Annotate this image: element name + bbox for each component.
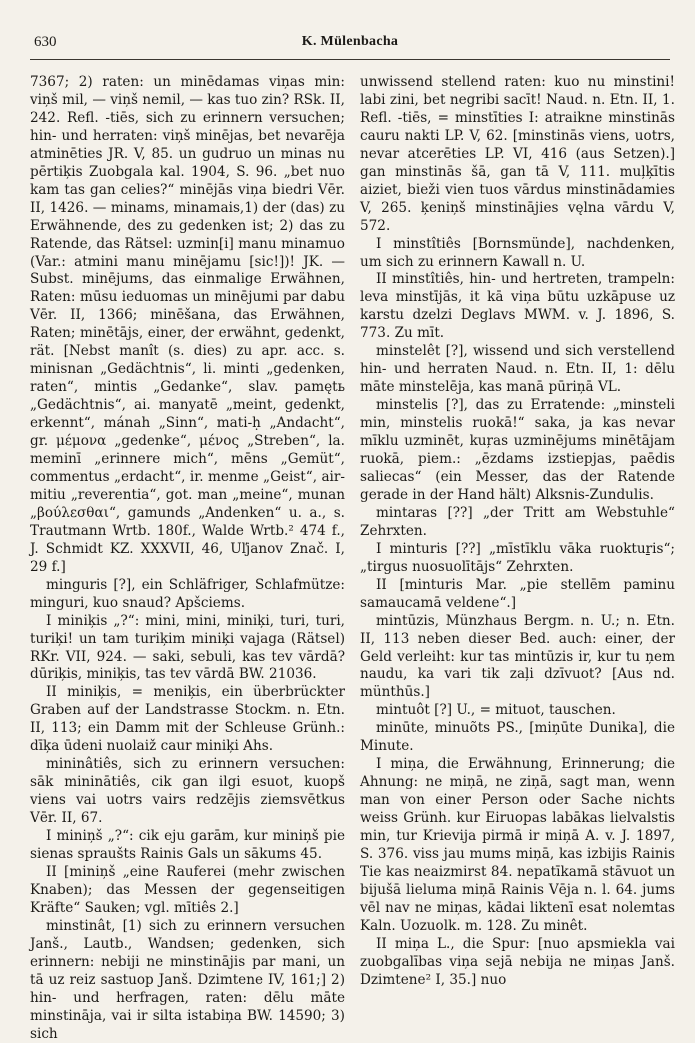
entry-paragraph: II [miniņš „eine Rauferei (mehr zwischen Knaben); das Messen der gegenseitigen Kräfte“ Sauken; vgl. mītiês 2.]	[30, 863, 345, 916]
entry-paragraph: I minturis [??] „mīstīklu vāka ruoktuṟis“; „tirgus nuosuolītājs“ Zehrxten.	[360, 540, 675, 575]
entry-paragraph: unwissend stellend raten: kuo nu minstini! labi zini, bet negribi sacīt! Naud. n. Etn. II, 1. Refl. -tiēs, = minstīties I: atraikne minstinās cauru nakti LP. V, 62. [minstinās viens, uotrs, nevar atcerēties LP. VI, 416 (aus Setzen).] gan minstinās šā, gan tā V, 111. muļķītis aiziet, bieži vien tuos vārdus minstinādamies V, 265. ķeniņš minstinājies vęlna vārdu V, 572.	[360, 74, 675, 234]
entry-paragraph: minstelêt [?], wissend und sich verstellend hin- und herraten Naud. n. Etn. II, 1: dēlu māte minstelēja, kas manā pūriņā VL.	[360, 343, 675, 396]
entry-paragraph: I minstîtiês [Bornsmünde], nachdenken, um sich zu erinnern Kawall n. U.	[360, 235, 675, 270]
entry-paragraph: II miņa L., die Spur: [nuo apsmiekla vai zuobgalības viņa sejā nebija ne miņas Janš. Dzimtene² I, 35.] nuo	[360, 935, 675, 988]
entry-paragraph: minguris [?], ein Schläfriger, Schlafmütze: minguri, kuo snaud? Apšciems.	[30, 576, 345, 611]
entry-paragraph: II [minturis Mar. „pie stellēm paminu samaucamā veldene“.]	[360, 576, 675, 611]
entry-paragraph: minstinât, [1) sich zu erinnern versuchen Janš., Lautb., Wandsen; gedenken, sich erinnern: nebiji ne minstinājis par mani, un tā uz reiz sastuop Janš. Dzimtene IV, 161;] 2) hin- und herfragen, raten: dēlu māte minstināja, vai ir silta istabiņa BW. 14590; 3) sich	[30, 917, 345, 1042]
entry-paragraph: 7367; 2) raten: un minēdamas viņas min: viņš mil, — viņš nemil, — kas tuo zin? RSk. II, 242. Refl. -tiēs, sich zu erinnern versuchen; hin- und herraten: viņš minējas, bet nevarēja atminēties JR. V, 85. un gudruo un minas nu pērtiķis Zuobgala kal. 1904, S. 96. „bet nuo kam tas gan celies?“ minējās viņa biedri Vēr. II, 1426. — minams, minamais,1) der (das) zu Erwähnende, des zu gedenken ist; 2) das zu Ratende, das Rätsel: uzmin[i] manu minamuo (Var.: atmini manu minējamu [sic!])! JK. — Subst. minējums, das einmalige Erwähnen, Raten: mūsu ieduomas un minējumi par dabu Vēr. II, 1366; minēšana, das Erwähnen, Raten; minētājs, einer, der erwähnt, gedenkt, rät. [Nebst manît (s. dies) zu apr. acc. s. minisnan „Gedächtnis“, li. minti „gedenken, raten“, mintis „Gedanke“, slav. pamętь „Gedächtnis“, ai. manyatē „meint, gedenkt, erkennt“, mánah „Sinn“, mati-ḥ „Andacht“, gr. μέμονα „gedenke“, μένος „Streben“, la. meminī „erinnere mich“, mēns „Gemüt“, commentus „erdacht“, ir. menme „Geist“, air-mitiu „reverentia“, got. man „meine“, munan „βούλεσθαι“, gamunds „Andenken“ u. a., s. Trautmann Wrtb. 180f., Walde Wrtb.² 474 f., J. Schmidt KZ. XXXVII, 46, Uľjanov Znač. I, 29 f.]	[30, 74, 345, 575]
page-number: 630	[34, 34, 57, 50]
entry-paragraph: I miniķis „?“: mini, mini, miniķi, turi, turi, turiķi! un tam turiķim miniķi vajaga (Rätsel) RKr. VII, 924. — saki, sebuli, kas tev vārdā? dūriķis, miniķis, tas tev vārdā BW. 21036.	[30, 612, 345, 683]
right-column	[360, 74, 675, 992]
entry-paragraph: I miniņš „?“: cik eju garām, kur miniņš pie sienas spraušts Rainis Gals un sākums 45.	[30, 828, 345, 862]
page-header	[30, 34, 670, 56]
entry-paragraph: mintuôt [?] U., = mituot, tauschen.	[376, 702, 616, 719]
running-title: K. Mülenbacha	[301, 34, 399, 49]
entry-paragraph: minstelis [?], das zu Erratende: „minsteli min, minstelis ruokā!“ saka, ja kas nevar mīklu uzminēt, kuŗas uzminējums minētājam ruokā, piem.: „ēzdams izstiepjas, paēdis saliecas“ (ein Messer, das der Ratende gerade in der Hand hält) Alksnis-Zundulis.	[360, 397, 675, 503]
entry-paragraph: II miniķis, = meniķis, ein überbrückter Graben auf der Landstrasse Stockm. n. Etn. II, 113; ein Damm mit der Schleuse Grünh.: dīķa ūdeni nuolaiž caur miniķi Ahs.	[30, 684, 345, 755]
entry-paragraph: minūte, minuõts PS., [miņūte Dunika], die Minute.	[360, 720, 675, 755]
left-column	[30, 74, 345, 1042]
entry-paragraph: mintūzis, Münzhaus Bergm. n. U.; n. Etn. II, 113 neben dieser Bed. auch: einer, der Geld verleiht: kur tas mintūzis ir, kur tu ņem naudu, ka vari tik zaļi dzīvuot? [Aus nd. münthūs.]	[360, 612, 675, 701]
entry-paragraph: mininâtiês, sich zu erinnern versuchen: sāk mininātiês, cik gan ilgi esuot, kuopš viens vai uotrs vairs redzējis ziemsvētkus Vēr. II, 67.	[30, 756, 345, 827]
header-rule	[30, 59, 670, 60]
entry-paragraph: I miņa, die Erwähnung, Erinnerung; die Ahnung: ne miņā, ne ziņā, sagt man, wenn man von einer Person oder Sache nichts weiss Grünh. kur Eiruopas labākas lielvalstis min, tur Krievija pirmā ir miņā A. v. J. 1897, S. 376. viss jau mums miņā, kas izbijis Rainis Tie kas neaizmirst 84. nepatīkamā stāvuot un bijušā lieluma miņā Rainis Vēja n. l. 64. jums vēl nav ne miņas, kādai liktenī esat nolemtas Kaln. Uozuolk. m. 128. Zu minêt.	[360, 756, 675, 934]
entry-paragraph: mintaras [??] „der Tritt am Webstuhle“ Zehrxten.	[360, 504, 675, 539]
entry-paragraph: II minstîtiês, hin- und hertreten, trampeln: leva minstījās, it kā viņa būtu uzkāpuse uz karstu dzelzi Deglavs MWM. v. J. 1896, S. 773. Zu mīt.	[360, 271, 675, 342]
